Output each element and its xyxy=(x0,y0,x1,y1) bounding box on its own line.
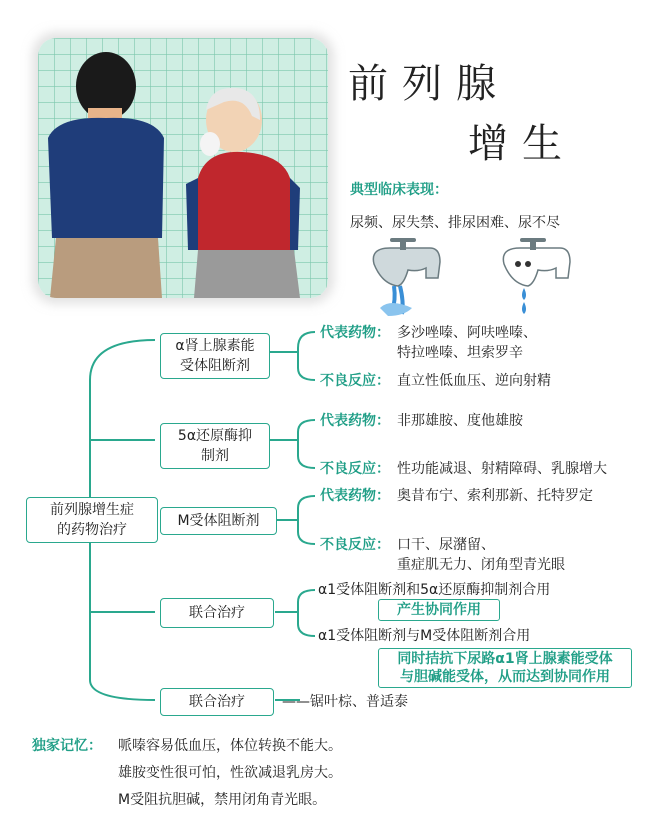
combo-2-effect-line-1: 同时拮抗下尿路α1肾上腺素能受体 xyxy=(397,651,613,667)
alpha-adverse-label: 不良反应： xyxy=(320,373,390,389)
branch-combo-label: 联合治疗 xyxy=(189,605,245,621)
clinical-text: 尿频、尿失禁、排尿困难、尿不尽 xyxy=(350,215,560,231)
root-node xyxy=(26,497,158,543)
branch-combination-therapy xyxy=(160,598,274,628)
root-line-1: 前列腺增生症 xyxy=(50,502,134,518)
branch-m-label: M受体阻断剂 xyxy=(177,513,260,529)
m-drug-label: 代表药物： xyxy=(320,488,390,504)
5alpha-drugs-text: 非那雄胺、度他雄胺 xyxy=(397,413,523,429)
memory-line-2: 雄胺变性很可怕，性欲减退乳房大。 xyxy=(118,765,342,781)
5alpha-adverse-text: 性功能减退、射精障碍、乳腺增大 xyxy=(397,461,607,477)
combo-1-text: α1受体阻断剂和5α还原酶抑制剂合用 xyxy=(318,582,551,598)
m-drugs-text: 奥昔布宁、索利那新、托特罗定 xyxy=(397,488,593,504)
memory-label: 独家记忆： xyxy=(32,738,102,754)
branch-alpha-line-2: 受体阻断剂 xyxy=(180,358,250,374)
branch-combo2-label: 联合治疗 xyxy=(189,694,245,710)
m-adverse-label: 不良反应： xyxy=(320,537,390,553)
branch-5alpha-line-1: 5α还原酶抑 xyxy=(177,428,253,444)
alpha-drugs-line-1: 多沙唑嗪、阿呋唑嗪、 xyxy=(397,325,537,341)
memory-line-1: 哌嗪容易低血压，体位转换不能大。 xyxy=(118,738,342,754)
alpha-adverse-text: 直立性低血压、逆向射精 xyxy=(397,373,551,389)
herbal-text: ——锯叶棕、普适泰 xyxy=(282,694,408,710)
combo-2-effect xyxy=(378,648,632,688)
root-line-2: 的药物治疗 xyxy=(57,522,127,538)
alpha-drugs-line-2: 特拉唑嗪、坦索罗辛 xyxy=(397,345,523,361)
combo-2-effect-line-2: 与胆碱能受体，从而达到协同作用 xyxy=(400,669,610,685)
title-line-1: 前列腺 xyxy=(348,61,510,107)
memory-line-3: M受阻抗胆碱，禁用闭角青光眼。 xyxy=(118,792,327,808)
branch-combination-therapy-2 xyxy=(160,688,274,716)
5alpha-adverse-label: 不良反应： xyxy=(320,461,390,477)
m-adverse-line-2: 重症肌无力、闭角型青光眼 xyxy=(397,557,565,573)
clinical-heading: 典型临床表现： xyxy=(350,182,448,198)
combo-1-effect: 产生协同作用 xyxy=(378,599,500,621)
branch-5alpha-reductase xyxy=(160,423,270,469)
m-adverse-line-1: 口干、尿潴留、 xyxy=(397,537,495,553)
branch-5alpha-line-2: 制剂 xyxy=(201,448,229,464)
branch-alpha-line-1: α肾上腺素能 xyxy=(175,338,255,354)
branch-m-blocker xyxy=(160,507,277,535)
alpha-drug-label: 代表药物： xyxy=(320,325,390,341)
5alpha-drug-label: 代表药物： xyxy=(320,413,390,429)
combo-2-text: α1受体阻断剂与M受体阻断剂合用 xyxy=(318,628,531,644)
title-line-2: 增生 xyxy=(468,121,576,167)
branch-alpha-blocker xyxy=(160,333,270,379)
